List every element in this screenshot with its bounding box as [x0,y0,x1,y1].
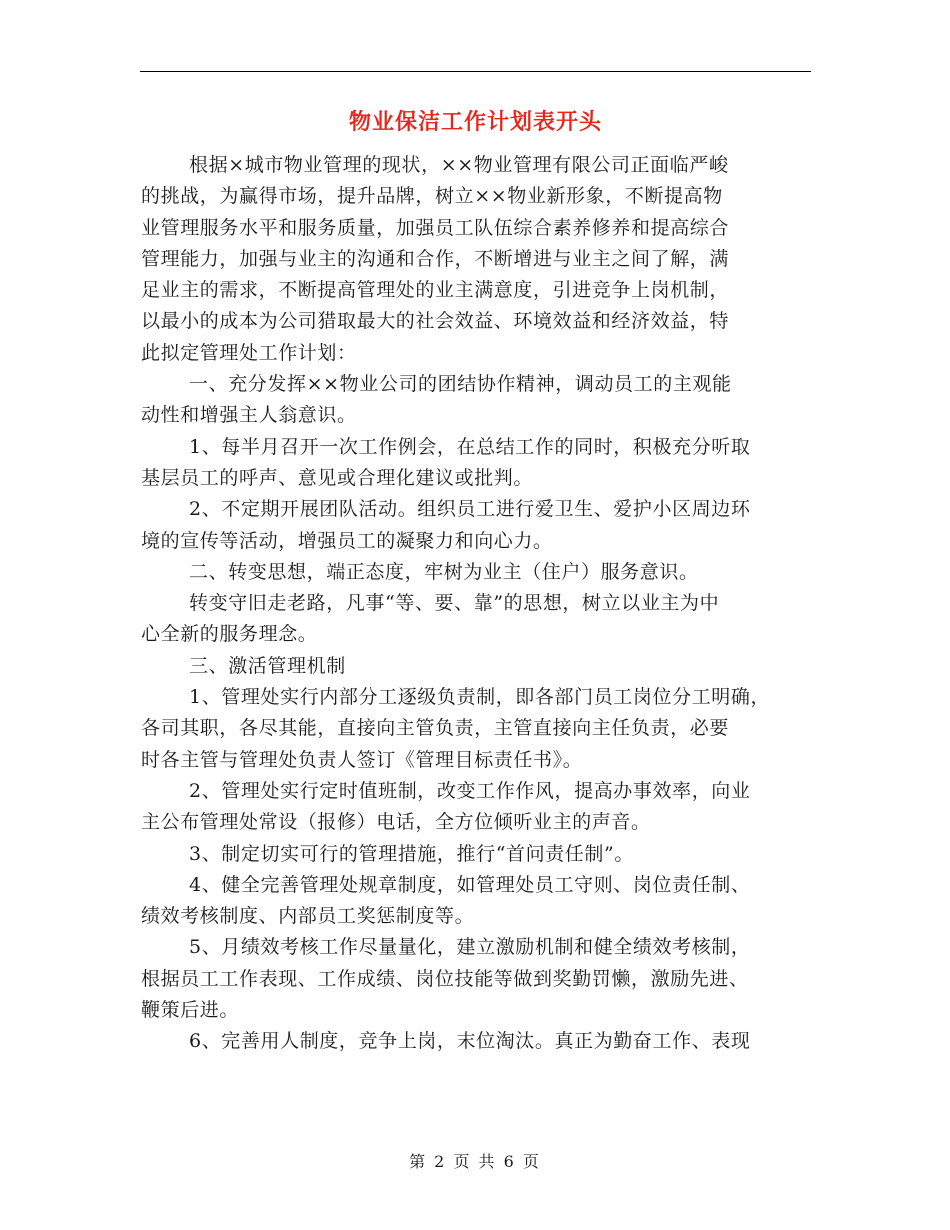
paragraph-section-2-text [141,588,813,651]
paragraph-line: 业管理服务水平和服务质量，加强员工队伍综合素养修养和提高综合 [141,216,730,239]
paragraph-line: 鞭策后进。 [141,999,240,1022]
paragraph-line: 3、制定切实可行的管理措施，推行“首问责任制”。 [189,842,634,865]
paragraph-line: 主公布管理处常设（报修）电话，全方位倾听业主的声音。 [141,811,651,834]
paragraph-line: 转变守旧走老路，凡事“等、要、靠”的思想，树立以业主为中 [189,592,720,615]
paragraph-line: 1、每半月召开一次工作例会，在总结工作的同时，积极充分听取 [189,435,751,458]
paragraph-line: 一、充分发挥××物业公司的团结协作精神，调动员工的主观能 [189,373,732,396]
paragraph-section-1 [141,369,813,432]
paragraph-line: 根据员工工作表现、工作成绩、岗位技能等做到奖勤罚懒，激励先进、 [141,967,749,990]
paragraph-line: 以最小的成本为公司猎取最大的社会效益、环境效益和经济效益，特 [141,310,730,333]
paragraph-line: 2、不定期开展团队活动。组织员工进行爱卫生、爱护小区周边环 [189,498,751,521]
paragraph-section-3 [141,651,813,682]
paragraph-item-3-2 [141,776,813,839]
paragraph-line: 的挑战，为赢得市场，提升品牌，树立××物业新形象，不断提高物 [141,185,723,208]
paragraph-line: 时各主管与管理处负责人签订《管理目标责任书》。 [141,748,583,771]
paragraph-line: 三、激活管理机制 [189,654,346,677]
paragraph-line: 境的宣传等活动，增强员工的凝聚力和向心力。 [141,529,553,552]
header-rule [140,71,811,72]
paragraph-line: 根据×城市物业管理的现状，××物业管理有限公司正面临严峻 [189,154,729,176]
paragraph-item-1-1 [141,432,813,495]
paragraph-line: 1、管理处实行内部分工逐级负责制，即各部门员工岗位分工明确， [189,686,771,709]
document-title: 物业保洁工作计划表开头 [348,110,602,135]
page-number-footer: 第 2 页 共 6 页 [409,1152,541,1171]
paragraph-item-3-1 [141,682,813,776]
paragraph-line: 4、健全完善管理处规章制度，如管理处员工守则、岗位责任制、 [189,873,751,896]
paragraph-line: 此拟定管理处工作计划： [141,341,357,364]
paragraph-line: 绩效考核制度、内部员工奖惩制度等。 [141,905,475,928]
paragraph-line: 各司其职，各尽其能，直接向主管负责，主管直接向主任负责，必要 [141,717,730,740]
paragraph-line: 足业主的需求，不断提高管理处的业主满意度，引进竞争上岗机制， [141,279,730,302]
paragraph-item-3-5 [141,932,813,1026]
paragraph-item-1-2 [141,494,813,557]
paragraph-line: 二、转变思想，端正态度，牢树为业主（住户）服务意识。 [189,560,699,583]
paragraph-line: 2、管理处实行定时值班制，改变工作作风，提高办事效率，向业 [189,779,751,802]
paragraph-intro [141,150,813,369]
paragraph-item-3-4 [141,870,813,933]
paragraph-line: 动性和增强主人翁意识。 [141,404,357,427]
paragraph-section-2 [141,557,813,588]
paragraph-item-3-3 [141,839,813,870]
paragraph-item-3-6 [141,1026,813,1057]
paragraph-line: 5、月绩效考核工作尽量量化，建立激励机制和健全绩效考核制， [189,936,751,959]
document-body [141,150,813,1058]
paragraph-line: 基层员工的呼声、意见或合理化建议或批判。 [141,466,534,489]
paragraph-line: 心全新的服务理念。 [141,623,318,646]
paragraph-line: 6、完善用人制度，竞争上岗，末位淘汰。真正为勤奋工作、表现 [189,1030,751,1053]
paragraph-line: 管理能力，加强与业主的沟通和合作，不断增进与业主之间了解，满 [141,247,730,270]
